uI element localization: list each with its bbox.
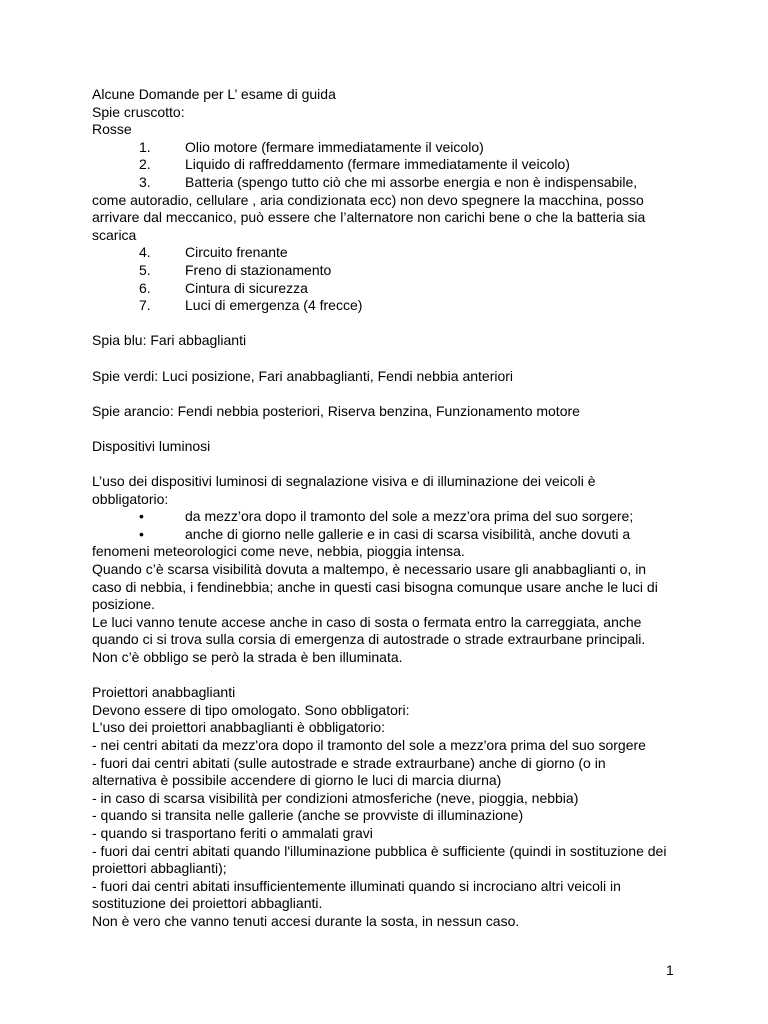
batteria-continuation: come autoradio, cellulare , aria condizionata ecc) non devo spegnere la macchina, posso arrivare dal meccanico, può essere che l’alternatore non carichi bene o che la batteria sia scarica xyxy=(92,191,646,243)
list-item xyxy=(92,156,682,174)
list-item xyxy=(92,280,682,298)
spia-blu: Spia blu: Fari abbaglianti xyxy=(92,332,247,349)
list-item xyxy=(92,297,682,315)
bullet-icon: • xyxy=(139,525,144,542)
list-item xyxy=(92,139,682,157)
list-text: anche di giorno nelle gallerie e in casi di scarsa visibilità, anche dovuti a xyxy=(185,525,631,542)
list-number: 2. xyxy=(139,156,151,173)
page-number: 1 xyxy=(666,962,674,978)
spie-arancio: Spie arancio: Fendi nebbia posteriori, Riserva benzina, Funzionamento motore xyxy=(92,402,580,419)
list-number: 5. xyxy=(139,261,151,278)
dash-item: - in caso di scarsa visibilità per condizioni atmosferiche (neve, pioggia, nebbia) xyxy=(92,789,579,806)
doc-title: Alcune Domande per L’ esame di guida xyxy=(92,86,336,102)
uso-intro: L’uso dei dispositivi luminosi di segnalazione visiva e di illuminazione dei veicoli è obbligatorio: xyxy=(92,473,596,507)
omologato: Devono essere di tipo omologato. Sono obbligatori: xyxy=(92,701,410,718)
dash-item: - fuori dai centri abitati (sulle autostrade e strade extraurbane) anche di giorno (o in alternativa è possibile accendere di giorno le luci di marcia diurna) xyxy=(92,754,606,789)
list-item xyxy=(92,526,682,544)
uso-proiettori: L'uso dei proiettori anabbaglianti è obbligatorio: xyxy=(92,719,385,736)
list-text: Freno di stazionamento xyxy=(185,261,332,278)
list-item xyxy=(92,174,682,192)
list-text: Liquido di raffreddamento (fermare immediatamente il veicolo) xyxy=(185,156,570,173)
section-dispositivi: Dispositivi luminosi xyxy=(92,437,211,454)
list-number: 4. xyxy=(139,244,151,261)
bullet2-continuation: fenomeni meteorologici come neve, nebbia, pioggia intensa. xyxy=(92,543,465,560)
list-number: 7. xyxy=(139,297,151,314)
spie-verdi: Spie verdi: Luci posizione, Fari anabbaglianti, Fendi nebbia anteriori xyxy=(92,367,514,384)
list-text: Luci di emergenza (4 frecce) xyxy=(185,297,363,314)
dash-item: - fuori dai centri abitati quando l'illuminazione pubblica è sufficiente (quindi in sostituzione dei proiettori abbaglianti); xyxy=(92,842,667,877)
section-proiettori: Proiettori anabbaglianti xyxy=(92,684,236,701)
list-number: 1. xyxy=(139,138,151,155)
list-text: Circuito frenante xyxy=(185,244,288,261)
dash-item: - quando si transita nelle gallerie (anche se provviste di illuminazione) xyxy=(92,807,524,824)
dash-item: - quando si trasportano feriti o ammalati gravi xyxy=(92,824,373,841)
dash-item: - fuori dai centri abitati insufficientemente illuminati quando si incrociano altri veicoli in sostituzione dei proiettori abbaglianti. xyxy=(92,877,621,912)
list-number: 3. xyxy=(139,173,151,190)
list-number: 6. xyxy=(139,279,151,296)
section-spie-cruscotto: Spie cruscotto: xyxy=(92,103,185,120)
list-item xyxy=(92,262,682,280)
list-text: da mezz’ora dopo il tramonto del sole a mezz’ora prima del suo sorgere; xyxy=(185,508,634,525)
final-note: Non è vero che vanno tenuti accesi durante la sosta, in nessun caso. xyxy=(92,912,520,929)
list-item xyxy=(92,244,682,262)
document-body xyxy=(92,86,682,931)
para-maltempo: Quando c’è scarsa visibilità dovuta a maltempo, è necessario usare gli anabbaglianti o, in caso di nebbia, i fendinebbia; anche in questi casi bisogna comunque usare anche le luci di posizione. xyxy=(92,561,658,613)
list-text: Batteria (spengo tutto ciò che mi assorbe energia e non è indispensabile, xyxy=(185,173,638,190)
para-obbligo: Non c’è obbligo se però la strada è ben illuminata. xyxy=(92,649,403,665)
dash-item: - nei centri abitati da mezz'ora dopo il tramonto del sole a mezz'ora prima del suo sorgere xyxy=(92,736,646,753)
list-text: Cintura di sicurezza xyxy=(185,279,308,296)
section-rosse: Rosse xyxy=(92,121,132,138)
para-sosta: Le luci vanno tenute accese anche in caso di sosta o fermata entro la carreggiata, anche quando ci si trova sulla corsia di emergenza di autostrade o strade extraurbane principali. xyxy=(92,613,646,648)
bullet-icon: • xyxy=(139,508,144,525)
list-text: Olio motore (fermare immediatamente il veicolo) xyxy=(185,138,484,155)
list-item xyxy=(92,508,682,526)
